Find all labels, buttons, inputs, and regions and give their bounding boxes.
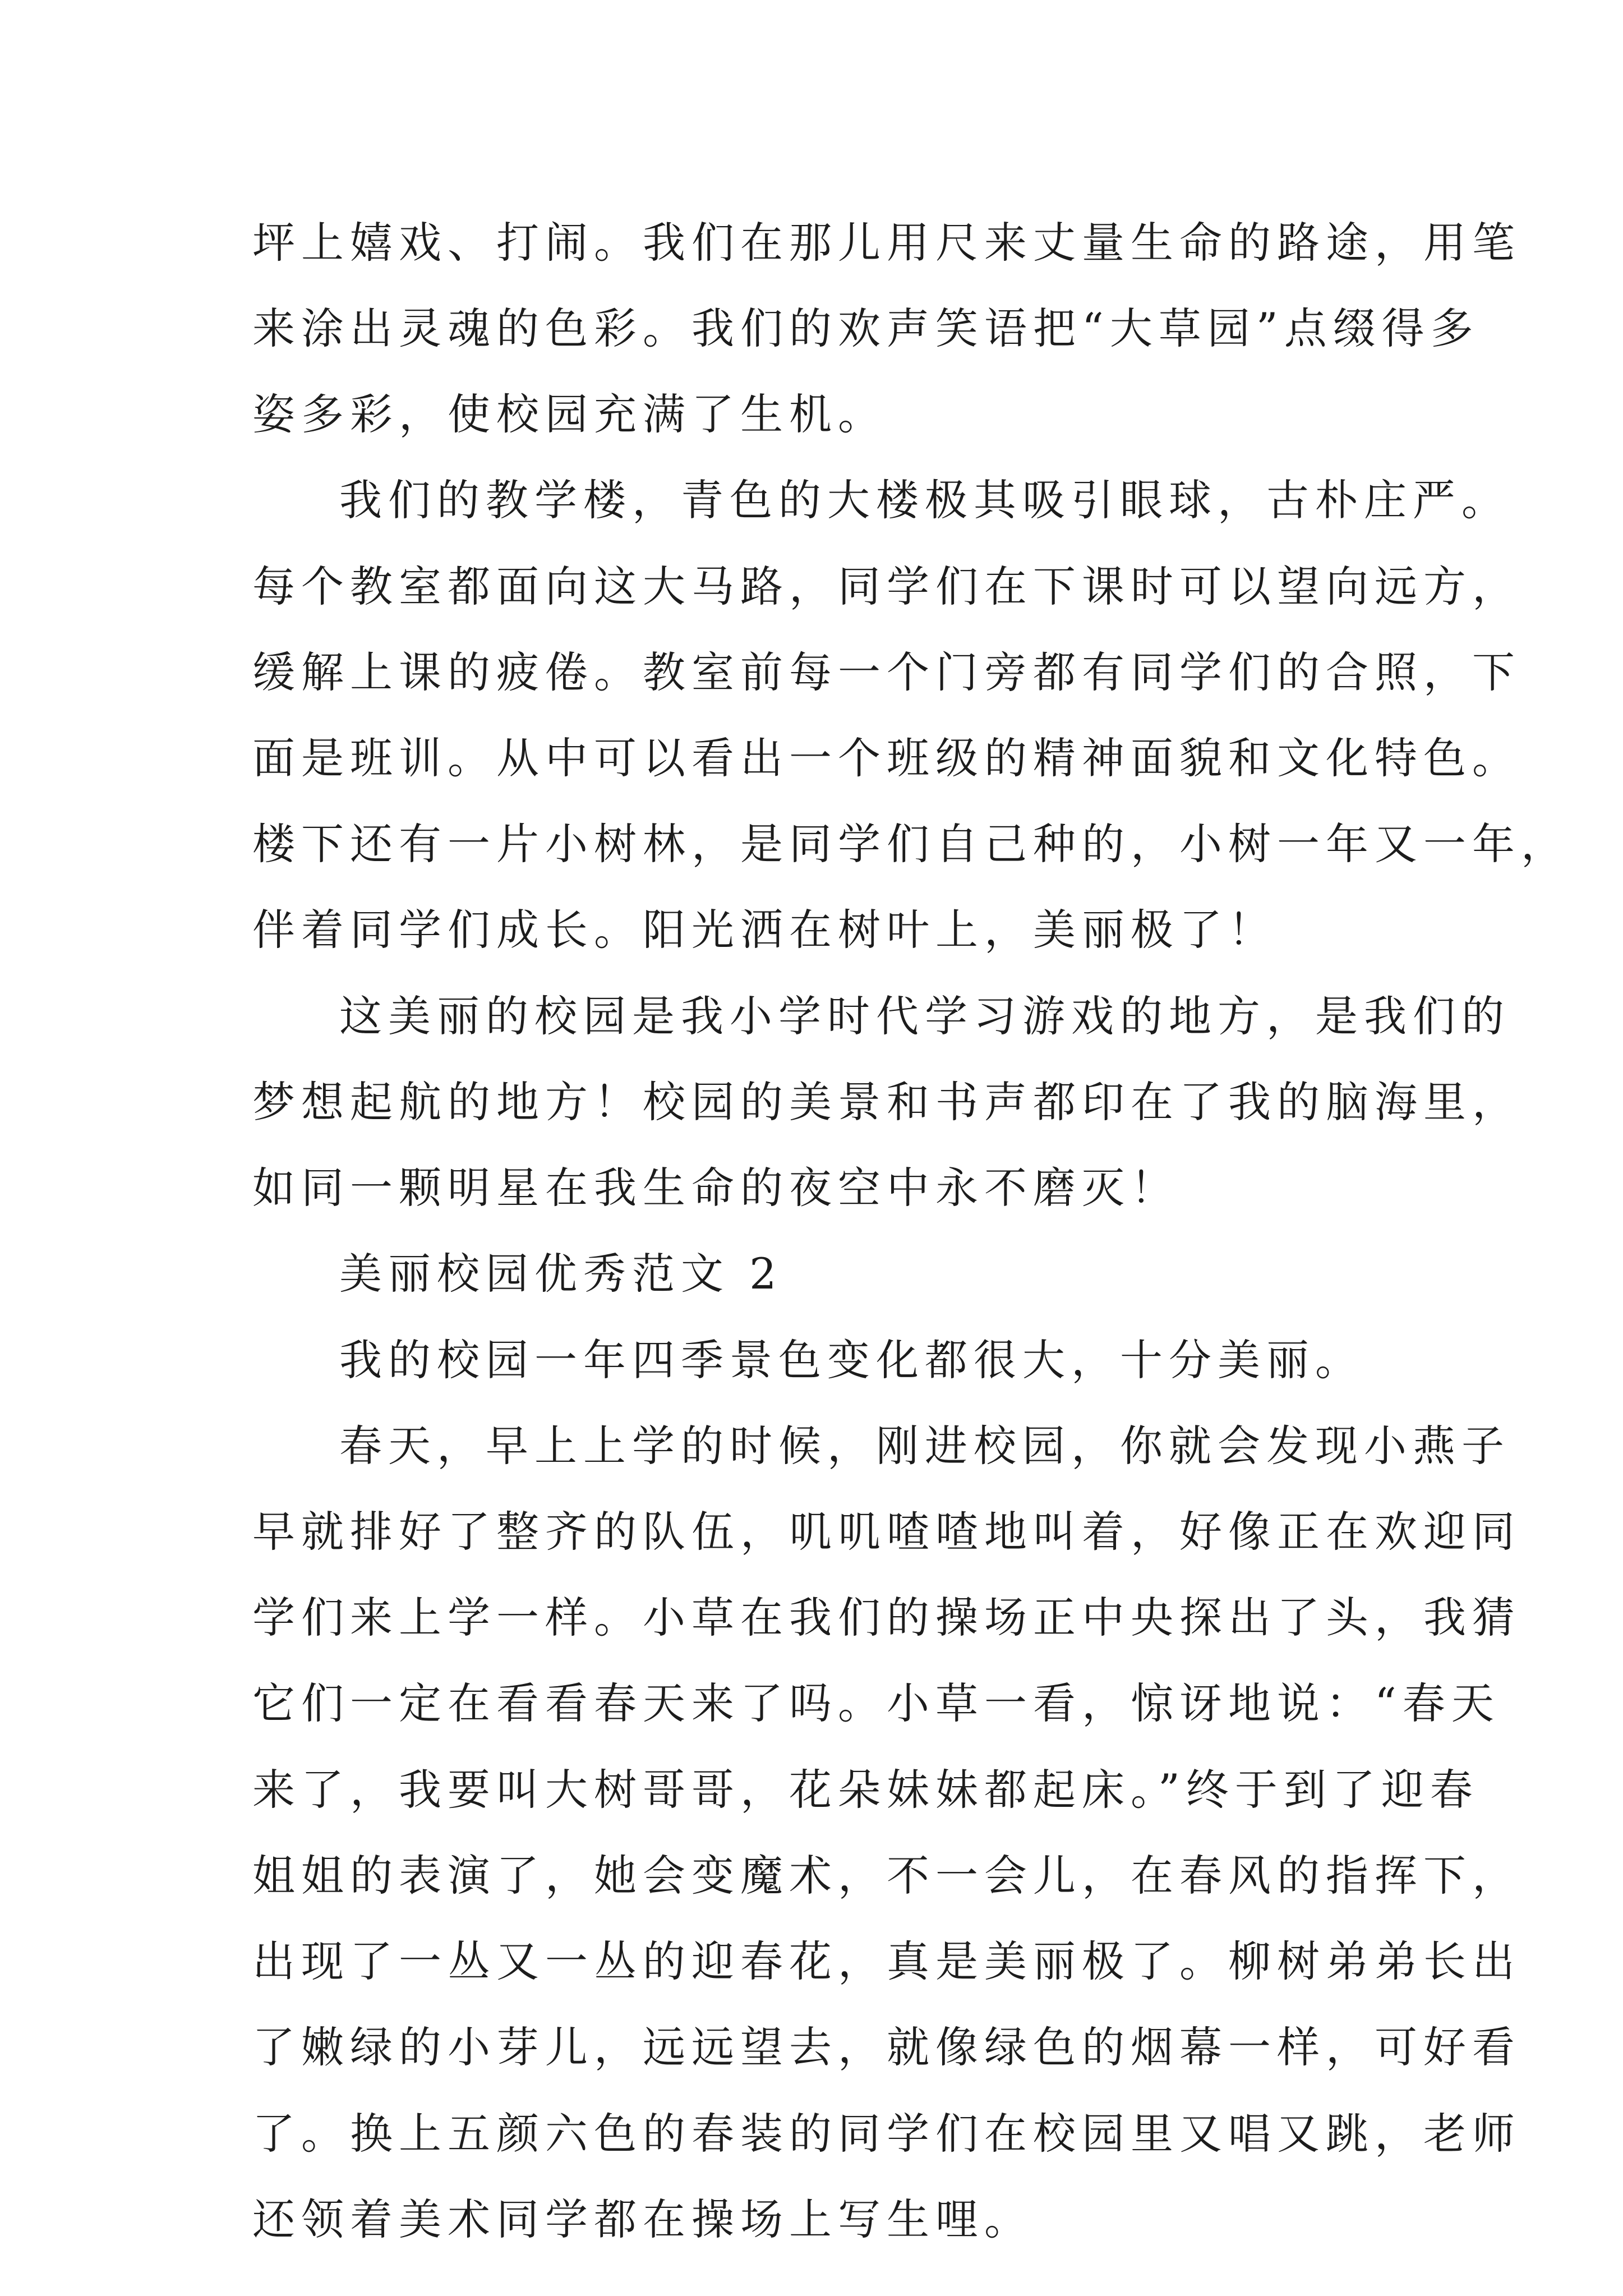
section-heading: 美丽校园优秀范文 2 [339,1249,783,1299]
text-line: 姐姐的表演了，她会变魔术，不一会儿，在春风的指挥下， [252,1851,1521,1901]
text-line: 伴着同学们成长。阳光洒在树叶上，美丽极了！ [252,905,1277,955]
text-line: 梦想起航的地方！校园的美景和书声都印在了我的脑海里， [252,1077,1521,1127]
text-line: 缓解上课的疲倦。教室前每一个门旁都有同学们的合照，下 [252,647,1521,697]
text-line: 出现了一丛又一丛的迎春花，真是美丽极了。柳树弟弟长出 [252,1936,1521,1986]
text-line: 来涂出灵魂的色彩。我们的欢声笑语把“大草园”点缀得多 [252,303,1479,353]
text-line: 面是班训。从中可以看出一个班级的精神面貌和文化特色。 [252,733,1521,783]
text-line: 学们来上学一样。小草在我们的操场正中央探出了头，我猜 [252,1593,1521,1642]
text-line: 了嫩绿的小芽儿，远远望去，就像绿色的烟幕一样，可好看 [252,2022,1521,2072]
text-line: 如同一颗明星在我生命的夜空中永不磨灭！ [252,1163,1179,1213]
text-line: 春天，早上上学的时候，刚进校园，你就会发现小燕子 [339,1421,1510,1471]
text-line: 每个教室都面向这大马路，同学们在下课时可以望向远方， [252,562,1521,611]
text-line: 楼下还有一片小树林，是同学们自己种的，小树一年又一年， [252,819,1570,869]
text-line: 姿多彩，使校园充满了生机。 [252,389,887,439]
text-line: 我的校园一年四季景色变化都很大，十分美丽。 [339,1335,1364,1385]
text-line: 来了，我要叫大树哥哥，花朵妹妹都起床。”终于到了迎春 [252,1765,1479,1815]
text-line: 了。换上五颜六色的春装的同学们在校园里又唱又跳，老师 [252,2109,1521,2159]
text-line: 早就排好了整齐的队伍，叽叽喳喳地叫着，好像正在欢迎同 [252,1507,1521,1557]
text-line: 我们的教学楼，青色的大楼极其吸引眼球，古朴庄严。 [339,475,1510,525]
text-line: 这美丽的校园是我小学时代学习游戏的地方，是我们的 [339,991,1510,1041]
text-line: 还领着美术同学都在操场上写生哩。 [252,2194,1033,2244]
text-line: 它们一定在看看春天来了吗。小草一看，惊讶地说：“春天 [252,1678,1500,1728]
text-line: 坪上嬉戏、打闹。我们在那儿用尺来丈量生命的路途，用笔 [252,218,1521,268]
